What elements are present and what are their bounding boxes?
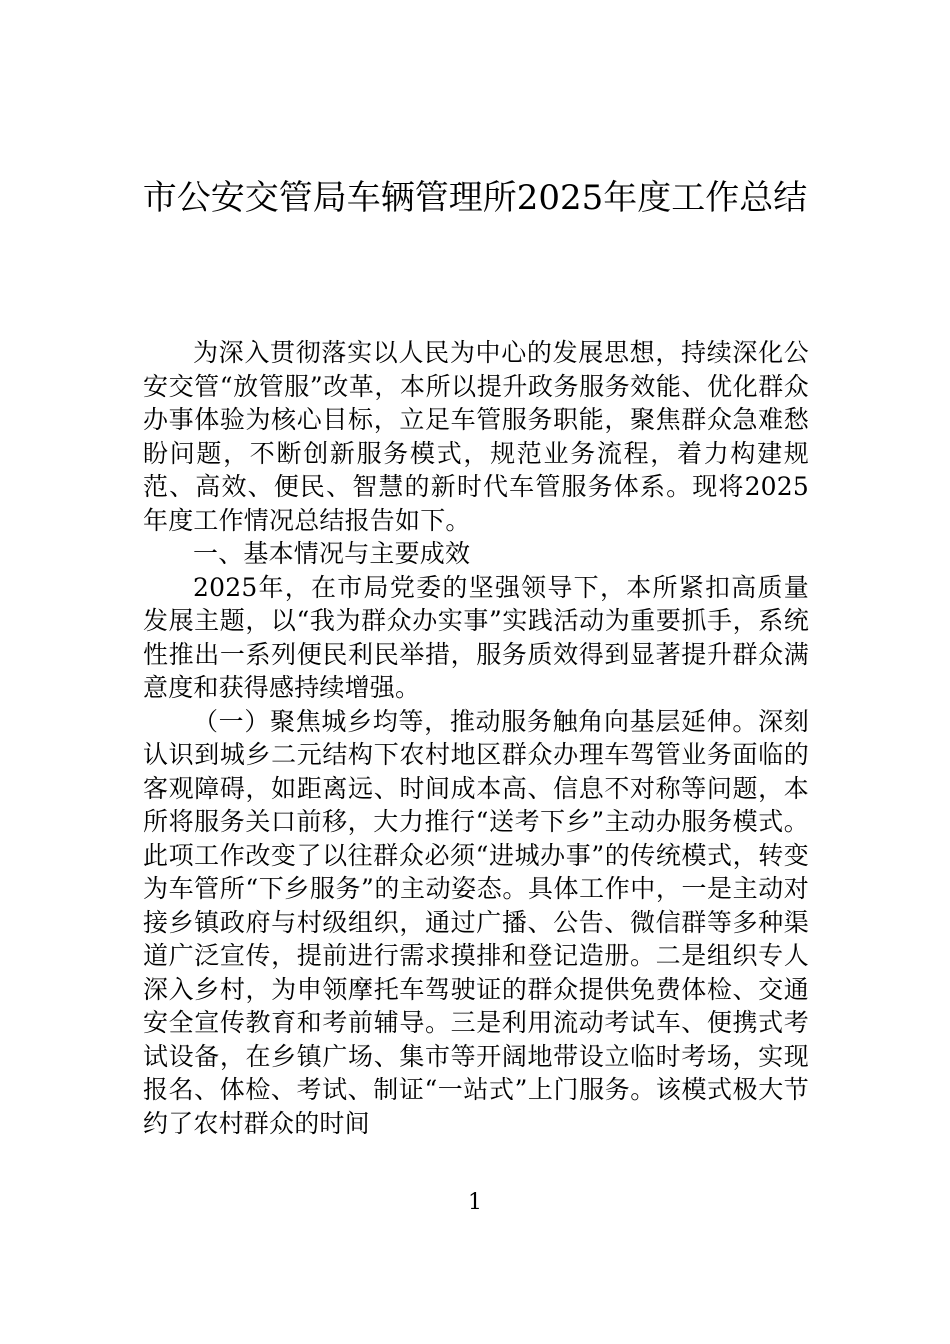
document-body <box>143 336 809 1140</box>
page-number: 1 <box>468 1190 482 1215</box>
summary-paragraph: 2025年，在市局党委的坚强领导下，本所紧扣高质量发展主题，以“我为群众办实事”实践活动为重要抓手，系统性推出一系列便民利民举措，服务质效得到显著提升群众满意度和获得感持续增强。 <box>143 572 809 702</box>
document-title: 市公安交管局车辆管理所2025年度工作总结 <box>142 178 808 218</box>
subsection-paragraph: （一）聚焦城乡均等，推动服务触角向基层延伸。深刻认识到城乡二元结构下农村地区群众办理车驾管业务面临的客观障碍，如距离远、时间成本高、信息不对称等问题，本所将服务关口前移，大力推行“送考下乡”主动办服务模式。此项工作改变了以往群众必须“进城办事”的传统模式，转变为车管所“下乡服务”的主动姿态。具体工作中，一是主动对接乡镇政府与村级组织，通过广播、公告、微信群等多种渠道广泛宣传，提前进行需求摸排和登记造册。二是组织专人深入乡村，为申领摩托车驾驶证的群众提供免费体检、交通安全宣传教育和考前辅导。三是利用流动考试车、便携式考试设备，在乡镇广场、集市等开阔地带设立临时考场，实现报名、体检、考试、制证“一站式”上门服务。该模式极大节约了农村群众的时间 <box>143 706 809 1138</box>
intro-paragraph: 为深入贯彻落实以人民为中心的发展思想，持续深化公安交管“放管服”改革，本所以提升政务服务效能、优化群众办事体验为核心目标，立足车管服务职能，聚焦群众急难愁盼问题，不断创新服务模式，规范业务流程，着力构建规范、高效、便民、智慧的新时代车管服务体系。现将2025年度工作情况总结报告如下。 <box>143 338 809 535</box>
section-heading: 一、基本情况与主要成效 <box>193 539 471 568</box>
